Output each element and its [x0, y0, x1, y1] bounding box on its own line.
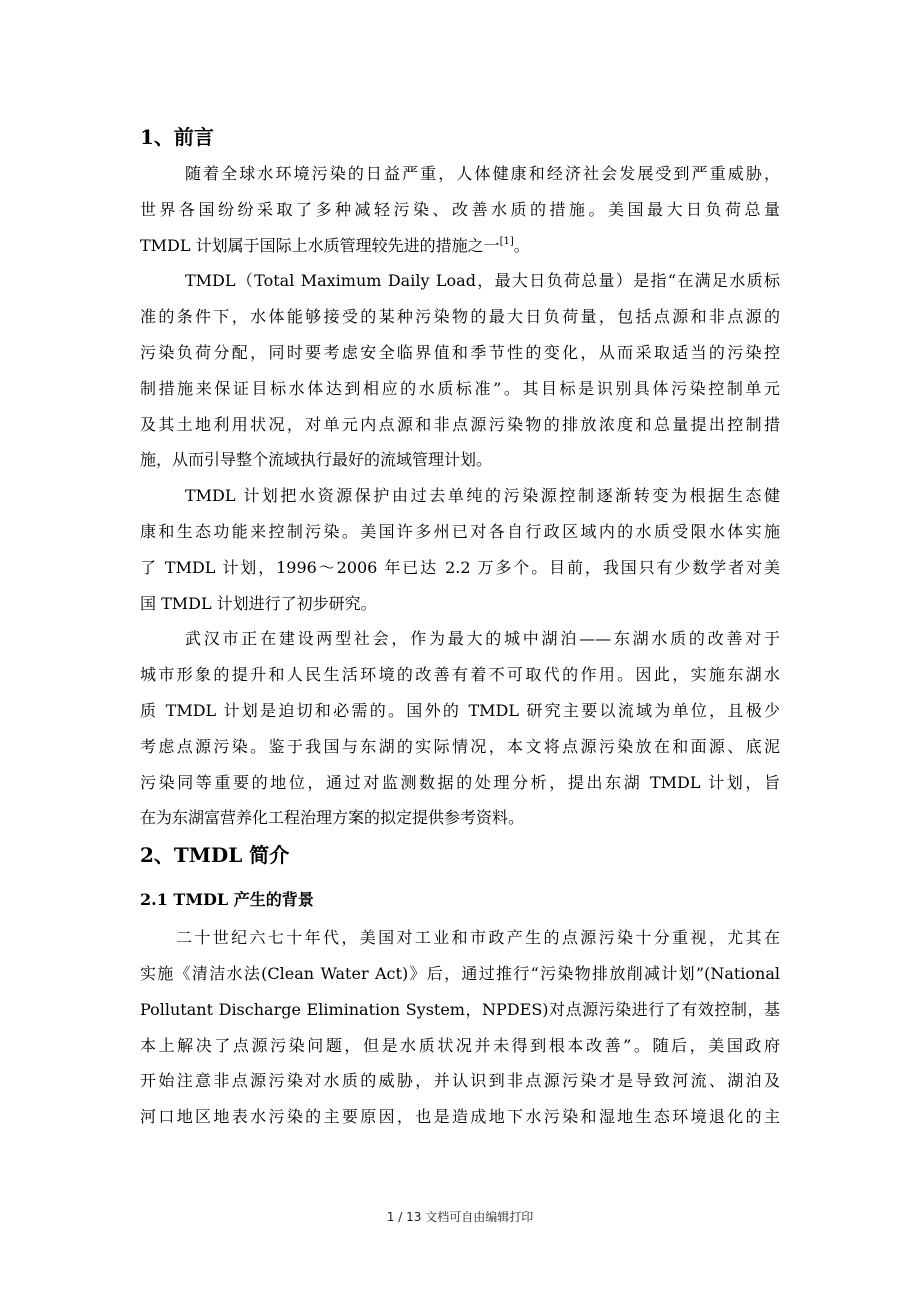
section-heading-2: 2、TMDL 简介: [140, 843, 290, 868]
paragraph-4: [140, 621, 780, 836]
text-line: [140, 228, 780, 264]
text-line-content: TMDL 计划属于国际上水质管理较先进的措施之一: [140, 235, 500, 255]
text-line: 国 TMDL 计划进行了初步研究。: [140, 593, 377, 613]
text-line: 随着全球水环境污染的日益严重，人体健康和经济社会发展受到严重威胁，: [185, 164, 780, 183]
paragraph-1: [140, 156, 780, 263]
text-line: Pollutant Discharge Elimination System，NPDES)对点源污染进行了有效控制，基: [140, 999, 780, 1019]
subsection-heading-2-1: 2.1 TMDL 产生的背景: [140, 890, 314, 910]
text-line: 及其土地利用状况，对单元内点源和非点源污染物的排放浓度和总量提出控制措: [140, 414, 780, 434]
text-line: 污染同等重要的地位，通过对监测数据的处理分析，提出东湖 TMDL 计划，旨: [140, 772, 780, 792]
text-line: 施，从而引导整个流域执行最好的流域管理计划。: [140, 450, 493, 470]
text-line: 本上解决了点源污染问题，但是水质状况并未得到根本改善”。随后，美国政府: [140, 1035, 780, 1055]
text-line: 制措施来保证目标水体达到相应的水质标准”。其目标是识别具体污染控制单元: [140, 378, 780, 398]
text-line: 开始注意非点源污染对水质的威胁，并认识到非点源污染才是导致河流、湖泊及: [140, 1071, 780, 1091]
text-line-end: 。: [513, 235, 530, 255]
text-line: TMDL（Total Maximum Daily Load，最大日负荷总量）是指“在满足水质标: [185, 271, 780, 291]
text-line: 河口地区地表水污染的主要原因，也是造成地下水污染和湿地生态环境退化的主: [140, 1107, 780, 1127]
text-line: 了 TMDL 计划，1996～2006 年已达 2.2 万多个。目前，我国只有少数学者对美: [140, 557, 780, 577]
text-line: 城市形象的提升和人民生活环境的改善有着不可取代的作用。因此，实施东湖水: [140, 665, 780, 685]
text-line: 二十世纪六七十年代，美国对工业和市政产生的点源污染十分重视，尤其在: [176, 928, 780, 948]
text-line: 世界各国纷纷采取了多种减轻污染、改善水质的措施。美国最大日负荷总量: [140, 199, 780, 219]
text-line: 考虑点源污染。鉴于我国与东湖的实际情况，本文将点源污染放在和面源、底泥: [140, 736, 780, 756]
text-line: 质 TMDL 计划是迫切和必需的。国外的 TMDL 研究主要以流域为单位，且极少: [140, 700, 780, 720]
paragraph-3: [140, 478, 780, 621]
text-line: TMDL 计划把水资源保护由过去单纯的污染源控制逐渐转变为根据生态健: [185, 486, 780, 506]
text-line: 在为东湖富营养化工程治理方案的拟定提供参考资料。: [140, 808, 525, 828]
section-heading-1: 1、前言: [140, 125, 214, 149]
paragraph-5: [140, 920, 780, 1135]
document-body: [140, 118, 780, 1135]
text-line: 准的条件下，水体能够接受的某种污染物的最大日负荷量，包括点源和非点源的: [140, 307, 780, 327]
page-footer: 1 / 13 文档可自由编辑打印: [386, 1210, 534, 1224]
text-line: 实施《清洁水法(Clean Water Act)》后，通过推行“污染物排放削减计划”(National: [140, 963, 780, 983]
citation-ref: [1]: [499, 235, 514, 247]
text-line: 武汉市正在建设两型社会，作为最大的城中湖泊——东湖水质的改善对于: [185, 629, 780, 649]
text-line: 污染负荷分配，同时要考虑安全临界值和季节性的变化，从而采取适当的污染控: [140, 342, 780, 362]
text-line: 康和生态功能来控制污染。美国许多州已对各自行政区域内的水质受限水体实施: [140, 521, 780, 541]
paragraph-2: [140, 263, 780, 478]
